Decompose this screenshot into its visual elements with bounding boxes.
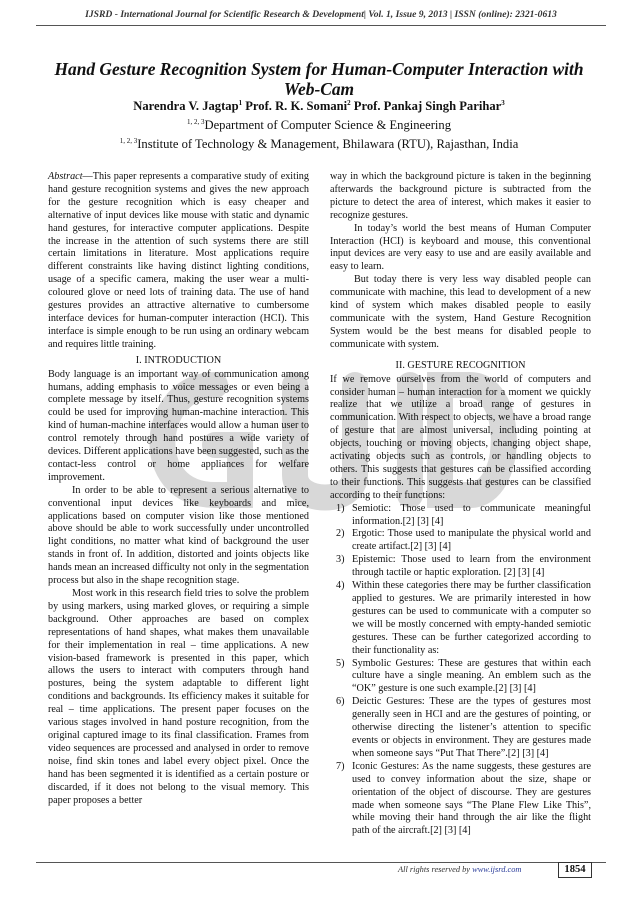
gesture-list-item <box>330 554 591 580</box>
gesture-list-item <box>330 528 591 554</box>
gesture-list-number: 6) <box>336 696 345 708</box>
gesture-list-text: Ergotic: Those used to manipulate the physical world and create artifact.[2] [3] [4] <box>352 528 591 553</box>
gesture-list-number: 7) <box>336 760 345 772</box>
intro-paragraph-5: But today there is very less way disabled people can communicate with machine, this lead to development of a new kind of system which makes disabled people to easily communicate with the system, Hand Gesture Recognition System would be the best means for disabled people to communicate with system. <box>330 274 591 350</box>
affiliation-institute-text: Institute of Technology & Management, Bhilawara (RTU), Rajasthan, India <box>137 137 519 151</box>
section-1-heading: I. INTRODUCTION <box>135 354 222 366</box>
paper-title <box>44 59 594 99</box>
intro-paragraph-1: Body language is an important way of communication among humans, adding emphasis to voice messages or even being a complete message by itself. Thus, gesture recognition systems could be used for improving human-machine interaction. This kind of human-machine interfaces would allow a human user to control remotely through hand postures a wide variety of devices. Different applications have been suggested, such as the contact-less control or home appliances for welfare improvement. <box>48 368 309 483</box>
gesture-list-text: Deictic Gestures: These are the types of gestures most generally seen in HCI and are the gestures of pointing, or otherwise directing the listener’s attention to specific events or objects in environment. They are gestures made when someone says “Put That There”.[2] [3] [4] <box>352 696 591 759</box>
footer-site-link[interactable]: www.ijsrd.com <box>472 865 522 874</box>
gesture-list-item <box>330 761 591 838</box>
right-column <box>330 171 591 838</box>
gesture-list-text: Within these categories there may be further classification applied to gestures. We are primarily interested in how gestures can be used to communicate with a computer so we will be mostly concerned with empty-handed semiotic gestures. These can be further categorized according to their functionality as: <box>352 580 591 656</box>
footer-rights <box>398 865 521 874</box>
intro-paragraph-3-continued: way in which the background picture is taken in the beginning afterwards the background picture is subtracted from the picture to detect the area of interest, which makes it easier to recognize gestures. <box>330 171 591 221</box>
title-line-2: Web-Cam <box>283 79 355 99</box>
gesture-list-item <box>330 503 591 529</box>
gesture-list-text: Iconic Gestures: As the name suggests, these gestures are used to convey information about the size, shape or orientation of the object of discourse. They are gestures made when someone says “The Plane Flew Like This”, while moving their hand through the air like the flight path of the aircraft.[2] [3] [4] <box>352 760 591 837</box>
gesture-intro-paragraph: If we remove ourselves from the world of computers and consider human – human interaction for a moment we quickly realize that we utilize a broad range of gestures in communication. With respect to objects, we have a broad range of gesture that are almost universal, including pointing at objects, touching or moving objects, changing object shape, activating objects such as controls, or handling objects to others. This suggests that gestures can be classified according to their functions. This suggests that gestures can be classified according to their functions: <box>330 373 591 501</box>
gesture-list-text: Semiotic: Those used to communicate meaningful information.[2] [3] [4] <box>352 502 591 527</box>
intro-paragraph-2: In order to be able to represent a serious alternative to conventional input devices like keyboards and mice, applications based on computer vision like those mentioned above should be able to work successfully under uncontrolled light conditions, no matter what kind of background the user stands in front of. In addition, distorted and joints objects like hands mean an increased difficulty not only in the segmentation process but also in the shape recognition stage. <box>48 484 309 587</box>
footer-divider <box>36 862 606 863</box>
gesture-list-text: Epistemic: Those used to learn from the environment through tactile or haptic exploration. [2] [3] [4] <box>352 554 591 579</box>
gesture-list-item <box>330 696 591 761</box>
author-2: Prof. R. K. Somani <box>242 99 348 113</box>
gesture-list-number: 5) <box>336 657 345 669</box>
author-list <box>44 99 594 114</box>
author-1: Narendra V. Jagtap <box>133 99 239 113</box>
gesture-list-item <box>330 658 591 697</box>
author-3-sup: 3 <box>501 98 505 107</box>
gesture-list-number: 3) <box>336 554 345 566</box>
affiliation-institute <box>44 137 594 152</box>
affiliation-department-sup: 1, 2, 3 <box>186 117 205 126</box>
intro-paragraph-3: Most work in this research field tries to solve the problem by using markers, using marked gloves, or requiring a simple background. Other approaches are based on complex representations of hand shapes, what makes them unavailable for their implementation in real – time applications. A new vision-based framework is presented in this paper, which allows the users to interact with computers through hand postures, being the system adaptable to different light conditions and backgrounds. Its efficiency makes it suitable for real – time applications. The present paper focuses on the various stages involved in hand posture recognition, from the original captured image to its final classification. Frames from video sequences are processed and analysed in order to remove noise, find skin tones and label every object pixel. Once the hand has been segmented it is identified as a certain posture or discarded, if it does not belong to the visual memory. This paper proposes a better <box>48 588 309 806</box>
gesture-list-number: 1) <box>336 502 345 514</box>
gesture-list-number: 2) <box>336 528 345 540</box>
affiliation-institute-sup: 1, 2, 3 <box>119 136 138 145</box>
gesture-list-number: 4) <box>336 580 345 592</box>
gesture-list <box>330 503 591 839</box>
abstract <box>48 171 309 352</box>
header-divider <box>36 25 606 26</box>
section-2-heading: II. GESTURE RECOGNITION <box>395 359 526 371</box>
abstract-text: —This paper represents a comparative study of exiting hand gesture recognition systems and gives the new approach for the gesture recognition which is easy cheaper and alternative of input devices like mouse with static and dynamic hand gestures, for interactive computer applications. Despite the increase in the attention of such systems there are still certain limitations in literature. Most applications require different constraints like having distinct lighting conditions, usage of a specific camera, making the user wear a multi-coloured glove or need lots of training data. The use of hand gestures provides an attractive alternative to cumbersome interface devices for human-computer interaction (HCI). This interface is simple enough to be run using an ordinary webcam and requires little training. <box>48 171 309 350</box>
gesture-list-text: Symbolic Gestures: These are gestures that within each culture have a single meaning. An emblem such as the “OK” gesture is one such example.[2] [3] [4] <box>352 657 591 695</box>
author-1-sup: 1 <box>238 98 243 107</box>
footer-rights-text: All rights reserved by <box>398 865 473 874</box>
gesture-list-item <box>330 580 591 657</box>
intro-paragraph-4: In today’s world the best means of Human Computer Interaction (HCI) is keyboard and mouse, this conventional input devices are very easy to use and are easily available and easy to learn. <box>330 222 591 273</box>
title-line-1: Hand Gesture Recognition System for Human-Computer Interaction with <box>54 59 584 79</box>
affiliation-department <box>44 118 594 133</box>
running-head: IJSRD - International Journal for Scientific Research & Development| Vol. 1, Issue 9, 2013 | ISSN (online): 2321-0613 <box>85 9 557 20</box>
affiliation-department-text: Department of Computer Science & Engineering <box>204 118 452 132</box>
abstract-label: Abstract <box>48 171 83 182</box>
page-number: 1854 <box>558 862 592 878</box>
author-3: Prof. Pankaj Singh Parihar <box>350 99 502 113</box>
left-column <box>48 171 309 807</box>
author-2-sup: 2 <box>347 98 351 107</box>
